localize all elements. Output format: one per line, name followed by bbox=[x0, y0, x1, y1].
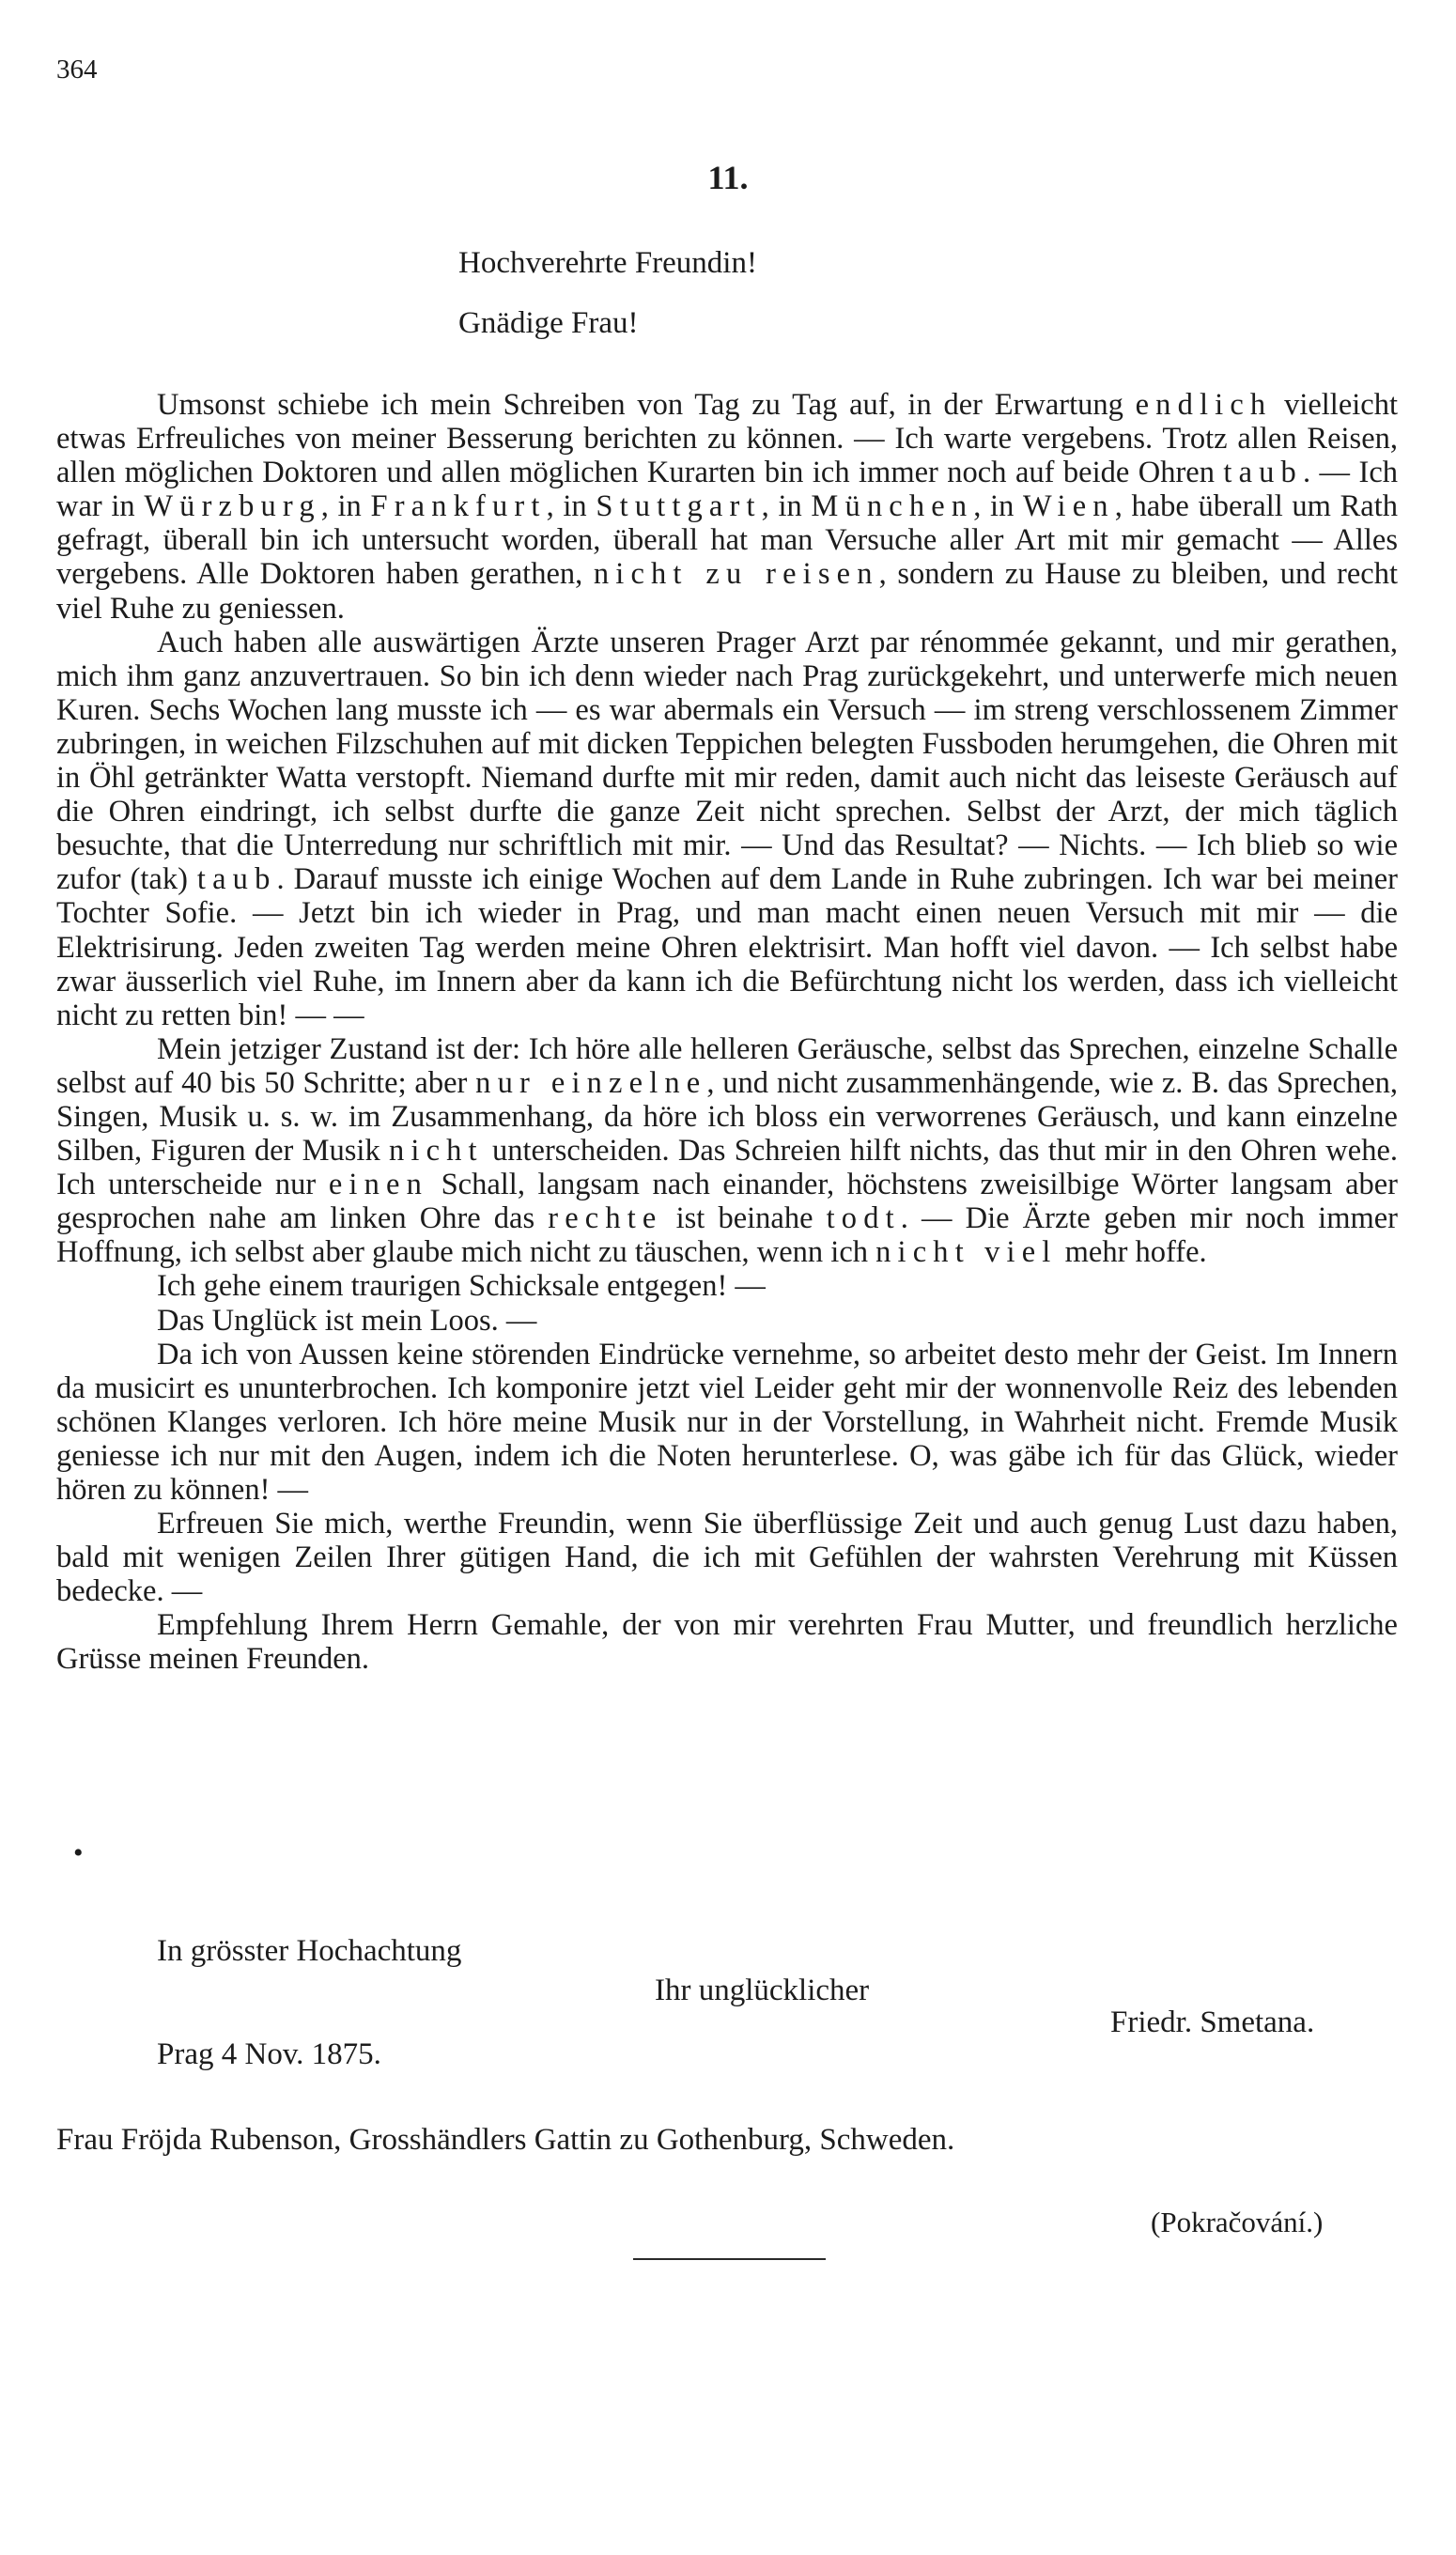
letter-body bbox=[56, 388, 1398, 1677]
place-date: Prag 4 Nov. 1875. bbox=[157, 2037, 381, 2071]
letter-number: 11. bbox=[707, 159, 749, 196]
closing-greeting: In grösster Hochachtung bbox=[157, 1934, 462, 1968]
paragraph-6: Da ich von Aussen keine störenden Eindrücke vernehme, so arbeitet desto mehr der Geist. Im Innern da musicirt es ununterbrochen. Ich komponire jetzt viel Leider geht mir der wonnenvolle Reiz des lebenden schönen Klanges verloren. Ich höre meine Musik nur in der Vorstellung, in Wahrheit nicht. Fremde Musik geniesse ich nur mit den Augen, indem ich die Noten herunterlese. O, was gäbe ich für das Glück, wieder hören zu können! — bbox=[56, 1337, 1398, 1507]
margin-bullet: • bbox=[73, 1837, 84, 1868]
paragraph-3: Mein jetziger Zustand ist der: Ich höre alle helleren Geräusche, selbst das Sprechen, einzelne Schalle selbst auf 40 bis 50 Schritte; aber nur einzelne, und nicht zusammenhängende, wie z. B. das Sprechen, Singen, Musik u. s. w. im Zusammenhang, da höre ich bloss ein verworrenes Geräusch, und kann einzelne Silben, Figuren der Musik nicht unterscheiden. Das Schreien hilft nichts, das thut mir in den Ohren wehe. Ich unterscheide nur einen Schall, langsam nach einander, höchstens zweisilbige Wörter langsam aber gesprochen nahe am linken Ohre das rechte ist beinahe todt. — Die Ärzte geben mir noch immer Hoffnung, ich selbst aber glaube mich nicht zu täuschen, wenn ich nicht viel mehr hoffe. bbox=[56, 1031, 1399, 1270]
recipient-address: Frau Fröjda Rubenson, Grosshändlers Gattin zu Gothenburg, Schweden. bbox=[56, 2123, 955, 2157]
paragraph-2: Auch haben alle auswärtigen Ärzte unseren Prager Arzt par rénommée gekannt, und mir gerathen, mich ihm ganz anzuvertrauen. So bin ich denn wieder nach Prag zurückgekehrt, und unterwerfe mich neuen Kuren. Sechs Wochen lang musste ich — es war abermals ein Versuch — im streng verschlossenem Zimmer zubringen, in weichen Filzschuhen auf mit dicken Teppichen belegten Fussboden herumgehen, die Ohren mit in Öhl getränkter Watta verstopft. Niemand durfte mit mir reden, damit auch nicht das leiseste Geräusch auf die Ohren eindringt, ich selbst durfte die ganze Zeit nicht sprechen. Selbst der Arzt, der mich täglich besuchte, that die Unterredung nur schriftlich mit mir. — Und das Resultat? — Nichts. — Ich blieb so wie zufor (tak) taub. Darauf musste ich einige Wochen auf dem Lande in Ruhe zubringen. Ich war bei meiner Tochter Sofie. — Jetzt bin ich wieder in Prag, und man macht einen neuen Versuch mit mir — die Elektrisirung. Jeden zweiten Tag werden meine Ohren elektrisirt. Man hofft viel davon. — Ich selbst habe zwar äusserlich viel Ruhe, im Innern aber da kann ich die Befürchtung nicht los werden, dass ich vielleicht nicht zu retten bin! — — bbox=[56, 625, 1399, 1032]
salutation-line-2: Gnädige Frau! bbox=[458, 306, 639, 340]
paragraph-7: Erfreuen Sie mich, werthe Freundin, wenn Sie überflüssige Zeit und auch genug Lust dazu haben, bald mit wenigen Zeilen Ihrer gütigen Hand, die ich mit Gefühlen der wahrsten Verehrung mit Küssen bedecke. — bbox=[56, 1507, 1398, 1609]
paragraph-4: Ich gehe einem traurigen Schicksale entgegen! — bbox=[157, 1269, 766, 1304]
signature-name: Friedr. Smetana. bbox=[1110, 2005, 1315, 2039]
continued-note: (Pokračování.) bbox=[1151, 2206, 1324, 2238]
divider bbox=[633, 2258, 826, 2260]
paragraph-5: Das Unglück ist mein Loos. — bbox=[157, 1303, 537, 1338]
paragraph-8: Empfehlung Ihrem Herrn Gemahle, der von mir verehrten Frau Mutter, und freundlich herzliche Grüsse meinen Freunden. bbox=[56, 1608, 1398, 1677]
paragraph-1: Umsonst schiebe ich mein Schreiben von Tag zu Tag auf, in der Erwartung endlich vielleicht etwas Erfreuliches von meiner Besserung berichten zu können. — Ich warte vergebens. Trotz allen Reisen, allen möglichen Doktoren und allen möglichen Kurarten bin ich immer noch auf beide Ohren taub. — Ich war in Würzburg, in Frankfurt, in Stuttgart, in München, in Wien, habe überall um Rath gefragt, überall bin ich untersucht worden, überall hat man Versuche aller Art mit mir gemacht — Alles vergebens. Alle Doktoren haben gerathen, nicht zu reisen, sondern zu Hause zu bleiben, und recht viel Ruhe zu geniessen. bbox=[56, 388, 1399, 626]
salutation-line-1: Hochverehrte Freundin! bbox=[458, 246, 757, 280]
signature-line: Ihr unglücklicher bbox=[655, 1974, 870, 2007]
page-number: 364 bbox=[56, 54, 98, 85]
